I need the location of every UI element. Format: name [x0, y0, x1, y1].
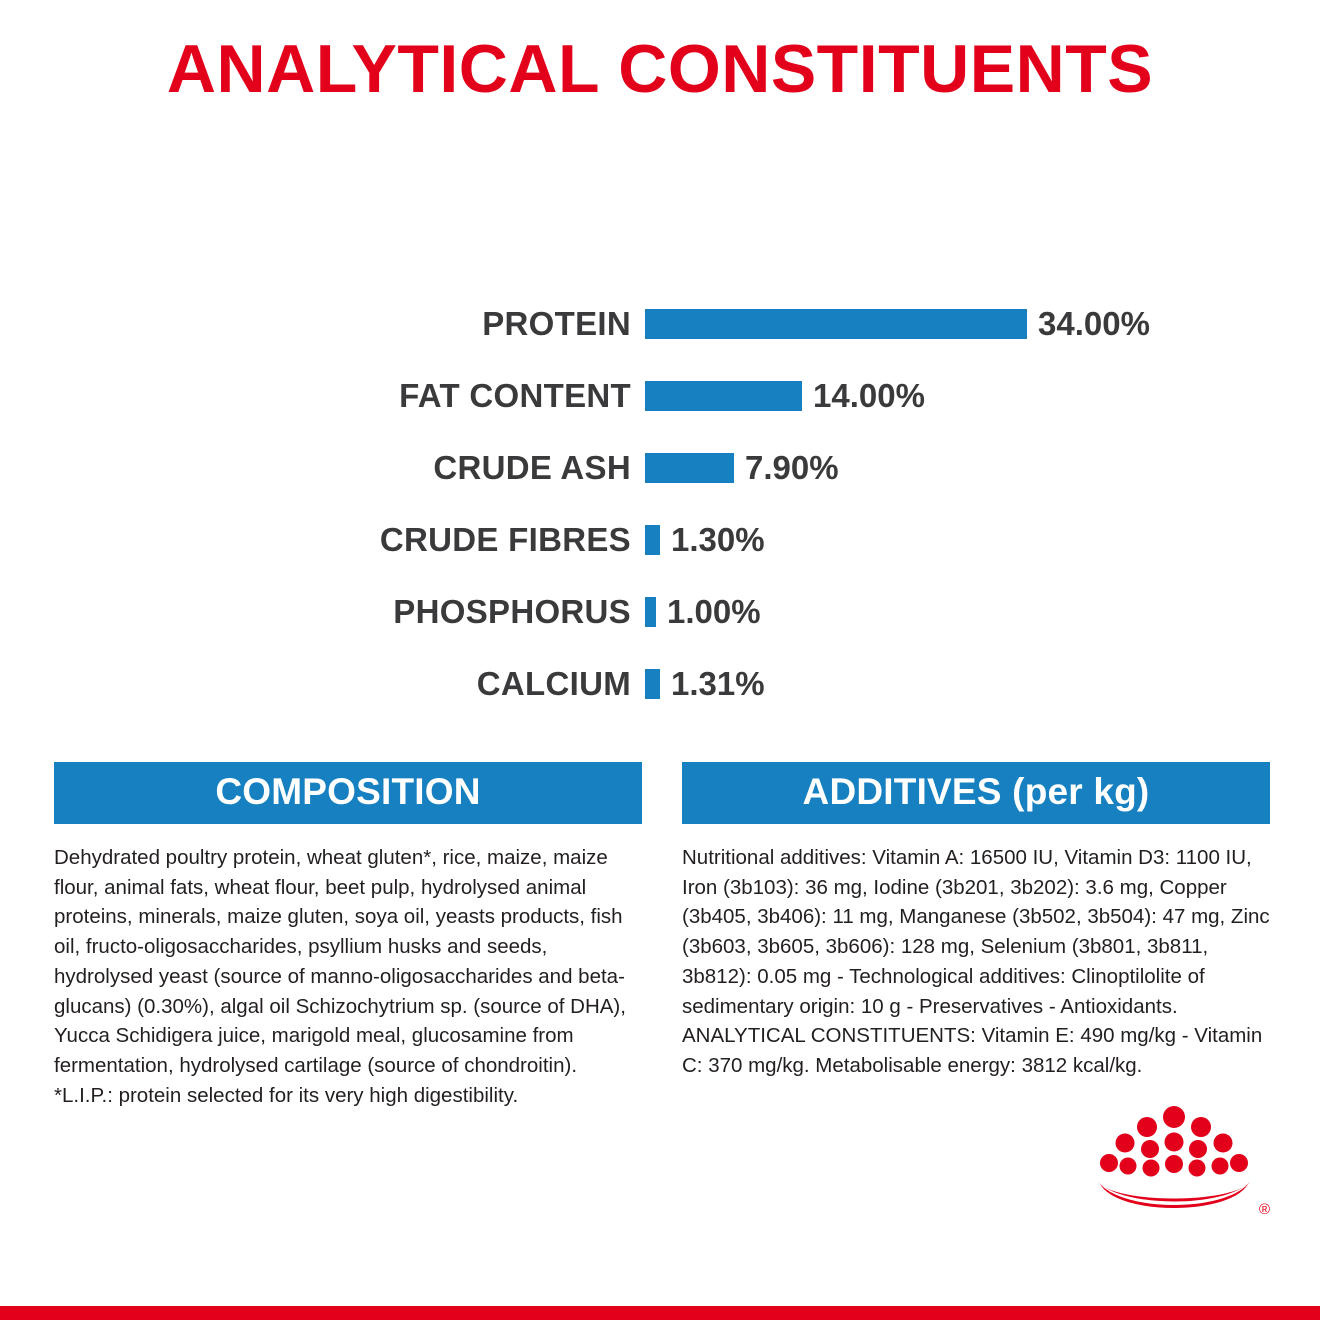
bar-label-phosphorus: PHOSPHORUS: [393, 593, 631, 630]
bar-value-calcium: 1.31%: [671, 665, 765, 702]
bar-label-fat-content: FAT CONTENT: [399, 377, 631, 414]
bar-wrap-crude-fibres: [645, 521, 765, 559]
bar-label-crude-ash: CRUDE ASH: [433, 449, 631, 486]
composition-heading: COMPOSITION: [54, 762, 642, 824]
bar-crude-ash: [645, 453, 734, 483]
bar-crude-fibres: [645, 525, 660, 555]
royal-canin-crown-logo: [1084, 1104, 1270, 1224]
composition-panel: [54, 762, 642, 1110]
bar-row: [0, 360, 1320, 432]
bar-wrap-calcium: [645, 665, 765, 703]
bar-phosphorus: [645, 597, 656, 627]
additives-heading: ADDITIVES (per kg): [682, 762, 1270, 824]
bottom-accent-bar: [0, 1306, 1320, 1320]
bar-fat-content: [645, 381, 802, 411]
additives-analytical-text: ANALYTICAL CONSTITUENTS: Vitamin E: 490 mg/kg - Vitamin C: 370 mg/kg. Metabolisable energy: 3812 kcal/kg.: [682, 1024, 1263, 1078]
bar-value-crude-fibres: 1.30%: [671, 521, 765, 558]
bar-label-calcium: CALCIUM: [476, 665, 631, 702]
analytical-constituents-bar-chart: [0, 288, 1320, 720]
bar-wrap-crude-ash: [645, 449, 839, 487]
bar-value-protein: 34.00%: [1038, 305, 1150, 342]
bar-row: [0, 648, 1320, 720]
bar-value-fat-content: 14.00%: [813, 377, 925, 414]
composition-body: [54, 843, 642, 1110]
registered-trademark-mark: ®: [1258, 1201, 1270, 1218]
bar-value-crude-ash: 7.90%: [745, 449, 839, 486]
additives-panel: [682, 762, 1270, 1110]
bar-calcium: [645, 669, 660, 699]
bar-wrap-protein: [645, 305, 1150, 343]
bar-wrap-fat-content: [645, 377, 925, 415]
bar-row: [0, 432, 1320, 504]
additives-body: [682, 843, 1270, 1081]
bar-label-protein: PROTEIN: [482, 305, 631, 342]
bar-row: [0, 288, 1320, 360]
info-panels: [54, 762, 1270, 1110]
additives-text: Nutritional additives: Vitamin A: 16500 IU, Vitamin D3: 1100 IU, Iron (3b103): 36 mg, Iodine (3b201, 3b202): 3.6 mg, Copper (3b405, 3b406): 11 mg, Manganese (3b502, 3b504): 47 mg, Zinc (3b603, 3b605, 3b606): 128 mg, Selenium (3b801, 3b811, 3b812): 0.05 mg - Technological additives: Clinoptilolite of sedimentary origin: 10 g - Preservatives - Antioxidants.: [682, 846, 1270, 1018]
composition-text: Dehydrated poultry protein, wheat gluten*, rice, maize, maize flour, animal fats, wheat flour, beet pulp, hydrolysed animal proteins, minerals, maize gluten, soya oil, yeasts products, fish oil, fructo-oligosaccharides, psyllium husks and seeds, hydrolysed yeast (source of manno-oligosaccharides and beta-glucans) (0.30%), algal oil Schizochytrium sp. (source of DHA), Yucca Schidigera juice, marigold meal, glucosamine from fermentation, hydrolysed cartilage (source of chondroitin).: [54, 846, 626, 1078]
bar-row: [0, 576, 1320, 648]
composition-footnote: *L.I.P.: protein selected for its very high digestibility.: [54, 1083, 519, 1107]
bar-row: [0, 504, 1320, 576]
bar-label-crude-fibres: CRUDE FIBRES: [379, 521, 631, 558]
bar-value-phosphorus: 1.00%: [667, 593, 761, 630]
bar-wrap-phosphorus: [645, 593, 761, 631]
page-title: ANALYTICAL CONSTITUENTS: [166, 31, 1154, 107]
bar-protein: [645, 309, 1027, 339]
